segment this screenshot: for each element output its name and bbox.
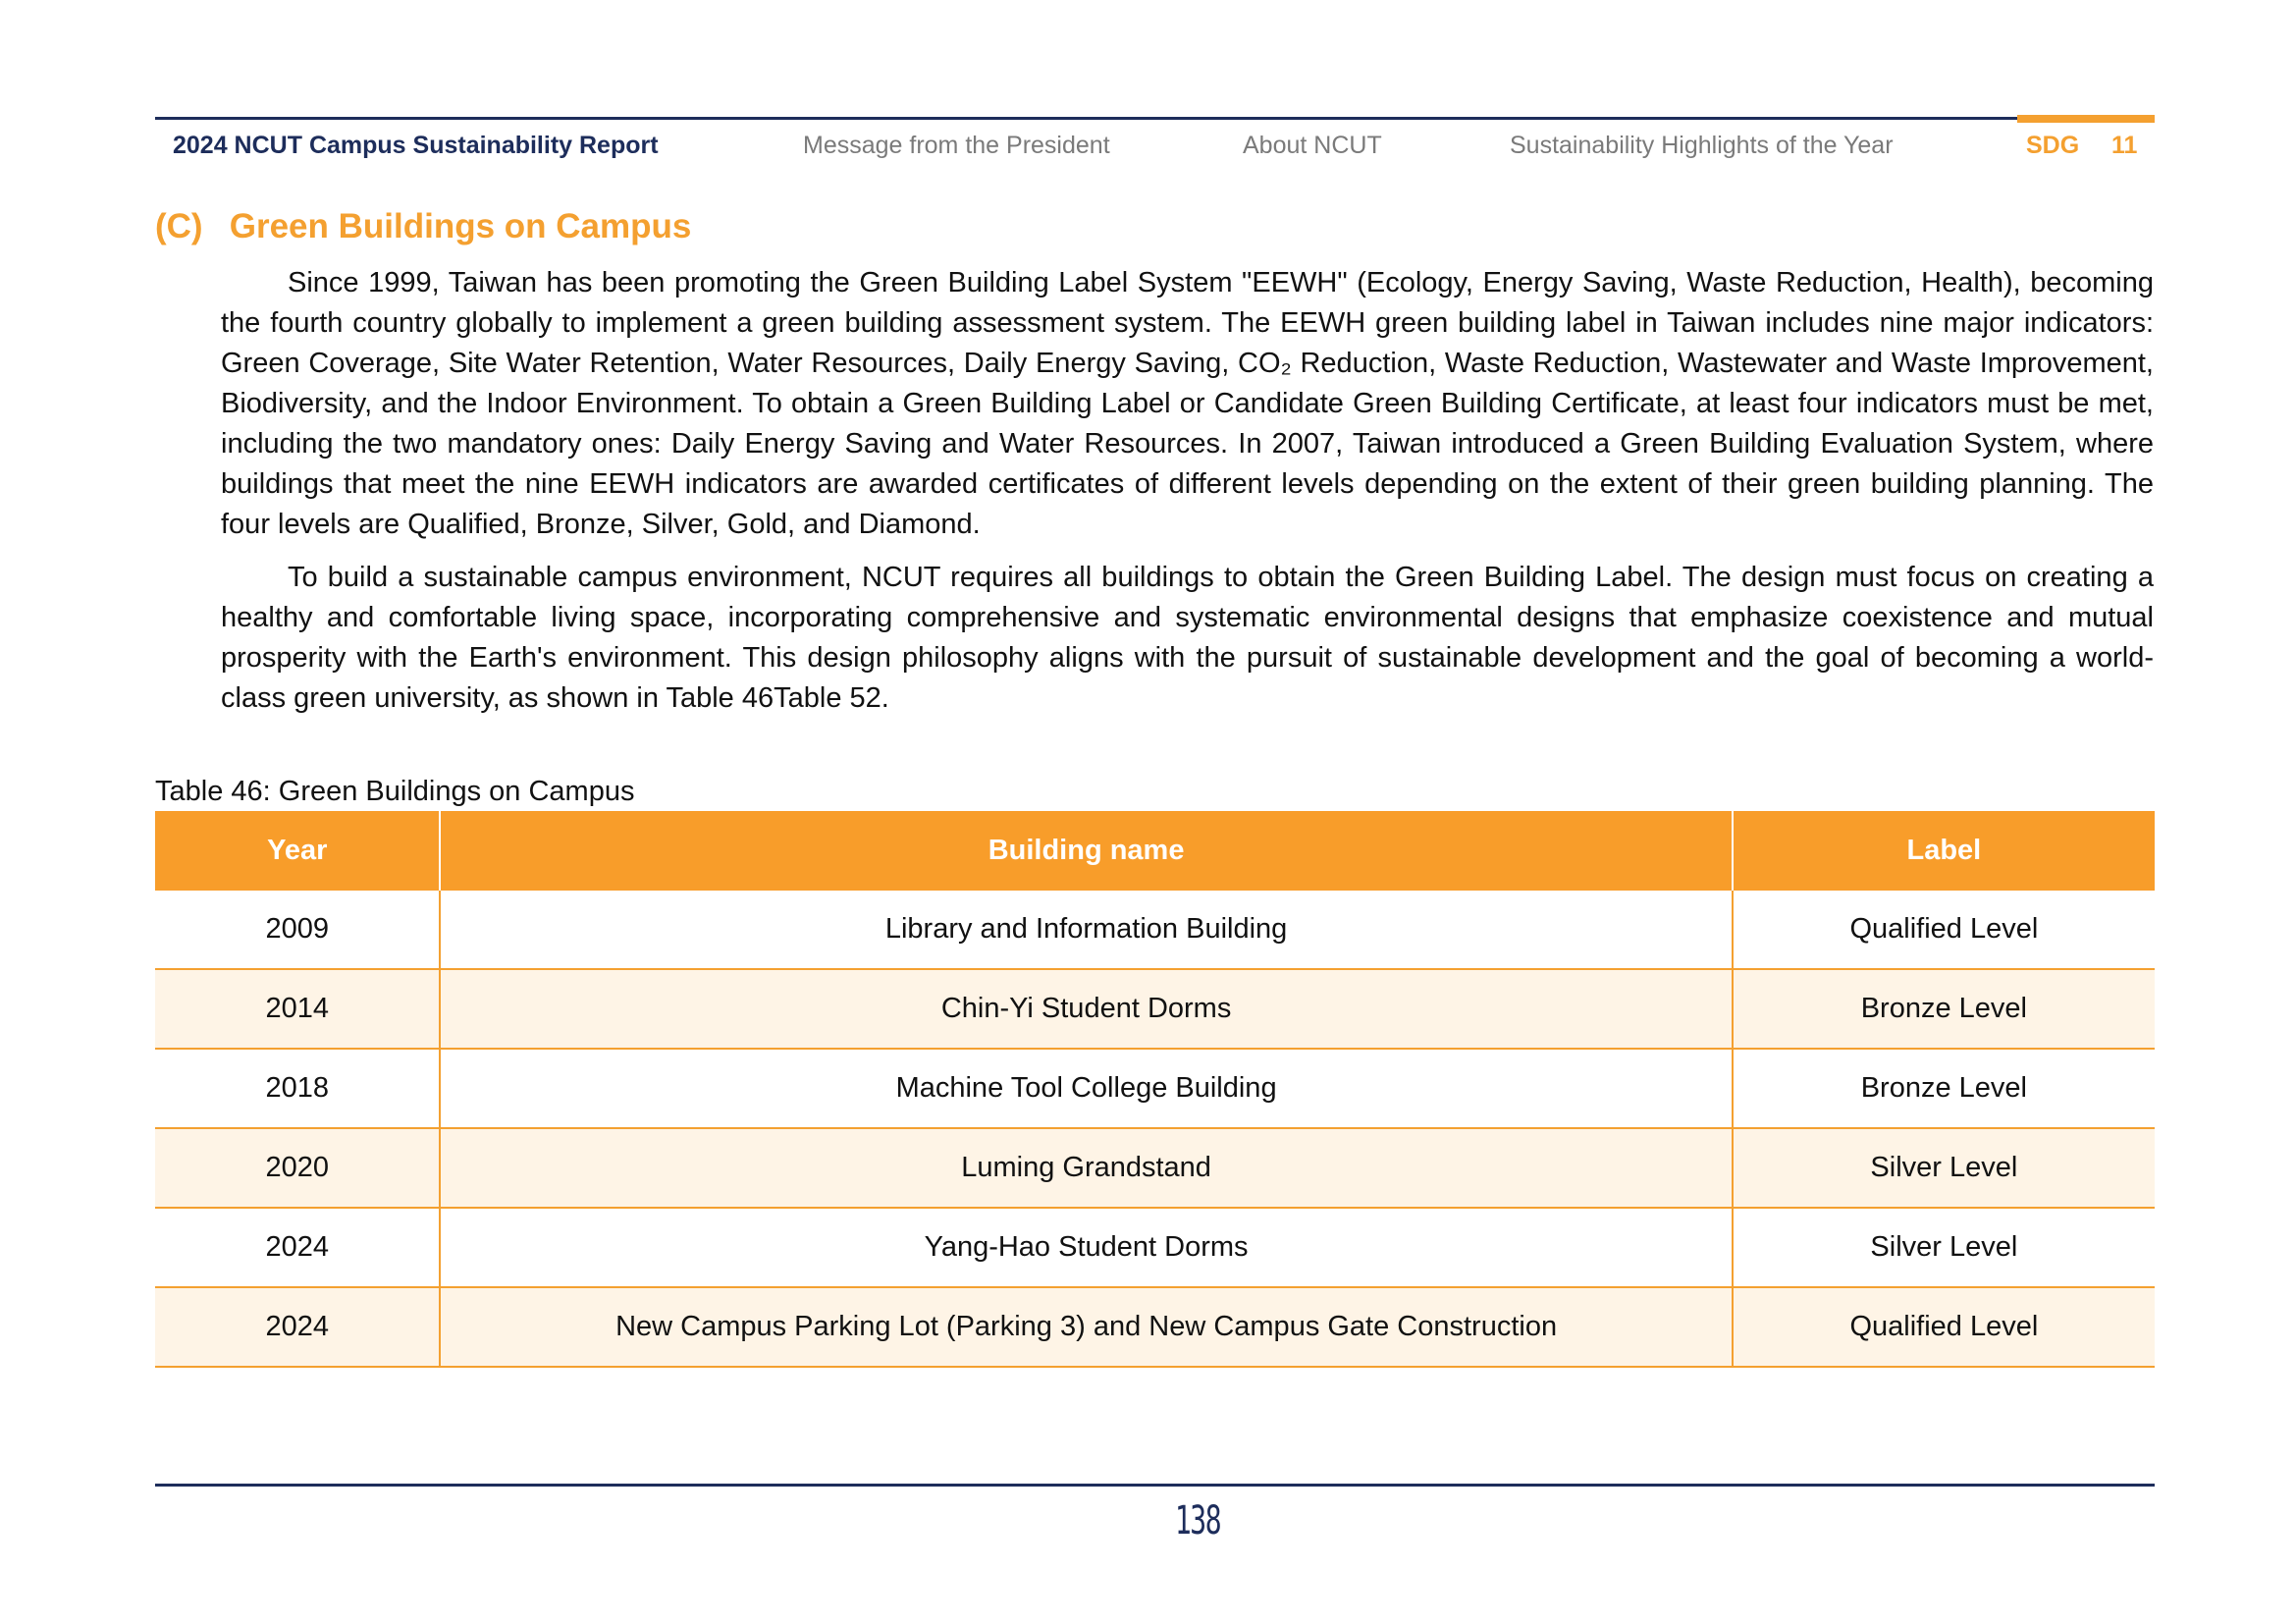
- cell-building-name: Library and Information Building: [440, 891, 1732, 969]
- cell-building-name: Yang-Hao Student Dorms: [440, 1208, 1732, 1287]
- table-row: [155, 891, 2155, 969]
- cell-building-name: Machine Tool College Building: [440, 1049, 1732, 1128]
- section-label: (C): [155, 207, 203, 245]
- page-header: [155, 124, 2155, 167]
- header-rule: [155, 117, 2017, 120]
- cell-label: Silver Level: [1733, 1128, 2155, 1208]
- body-text: [221, 263, 2154, 731]
- cell-building-name: Luming Grandstand: [440, 1128, 1732, 1208]
- paragraph-campus: To build a sustainable campus environment, NCUT requires all buildings to obtain the Green Building Label. The design must focus on creating a healthy and comfortable living space, incorporating comprehensive and systematic environmental designs that emphasize coexistence and mutual prosperity with the Earth's environment. This design philosophy aligns with the pursuit of sustainable development and the goal of becoming a world-class green university, as shown in Table 46Table 52.: [221, 562, 2154, 714]
- section-heading: [155, 204, 691, 249]
- cell-year: 2009: [155, 891, 440, 969]
- cell-label: Bronze Level: [1733, 1049, 2155, 1128]
- cell-year: 2024: [155, 1287, 440, 1367]
- sdg-number[interactable]: 11: [2111, 132, 2138, 159]
- header-label: Label: [1733, 811, 2155, 891]
- paragraph-eewh: Since 1999, Taiwan has been promoting the Green Building Label System "EEWH" (Ecology, Energy Saving, Waste Reduction, Health), becoming the fourth country globally to implement a green building assessment system. The EEWH green building label in Taiwan includes nine major indicators: Green Coverage, Site Water Retention, Water Resources, Daily Energy Saving, CO₂ Reduction, Waste Reduction, Wastewater and Waste Improvement, Biodiversity, and the Indoor Environment. To obtain a Green Building Label or Candidate Green Building Certificate, at least four indicators must be met, including the two mandatory ones: Daily Energy Saving and Water Resources. In 2007, Taiwan introduced a Green Building Evaluation System, where buildings that meet the nine EEWH indicators are awarded certificates of different levels depending on the extent of their green building planning. The four levels are Qualified, Bronze, Silver, Gold, and Diamond.: [221, 267, 2154, 540]
- nav-about-ncut[interactable]: About NCUT: [1243, 132, 1382, 159]
- cell-label: Bronze Level: [1733, 969, 2155, 1049]
- sdg-label[interactable]: SDG: [2026, 132, 2080, 159]
- cell-label: Qualified Level: [1733, 1287, 2155, 1367]
- section-title: Green Buildings on Campus: [229, 207, 692, 245]
- header-building-name: Building name: [440, 811, 1732, 891]
- cell-building-name: New Campus Parking Lot (Parking 3) and New Campus Gate Construction: [440, 1287, 1732, 1367]
- cell-year: 2014: [155, 969, 440, 1049]
- table-header-row: [155, 811, 2155, 891]
- table-row: [155, 1128, 2155, 1208]
- table-caption: Table 46: Green Buildings on Campus: [155, 776, 635, 807]
- green-buildings-table: [155, 811, 2155, 1368]
- nav-sustainability-highlights[interactable]: Sustainability Highlights of the Year: [1510, 132, 1894, 159]
- report-title: 2024 NCUT Campus Sustainability Report: [173, 132, 659, 159]
- header-year: Year: [155, 811, 440, 891]
- cell-label: Qualified Level: [1733, 891, 2155, 969]
- cell-label: Silver Level: [1733, 1208, 2155, 1287]
- nav-message-from-president[interactable]: Message from the President: [803, 132, 1110, 159]
- table-row: [155, 969, 2155, 1049]
- cell-building-name: Chin-Yi Student Dorms: [440, 969, 1732, 1049]
- header-accent-bar: [2017, 115, 2155, 123]
- page-number: 138: [1174, 1498, 1221, 1543]
- footer-rule: [155, 1484, 2155, 1487]
- cell-year: 2024: [155, 1208, 440, 1287]
- cell-year: 2018: [155, 1049, 440, 1128]
- cell-year: 2020: [155, 1128, 440, 1208]
- table-row: [155, 1208, 2155, 1287]
- table-row: [155, 1287, 2155, 1367]
- table-row: [155, 1049, 2155, 1128]
